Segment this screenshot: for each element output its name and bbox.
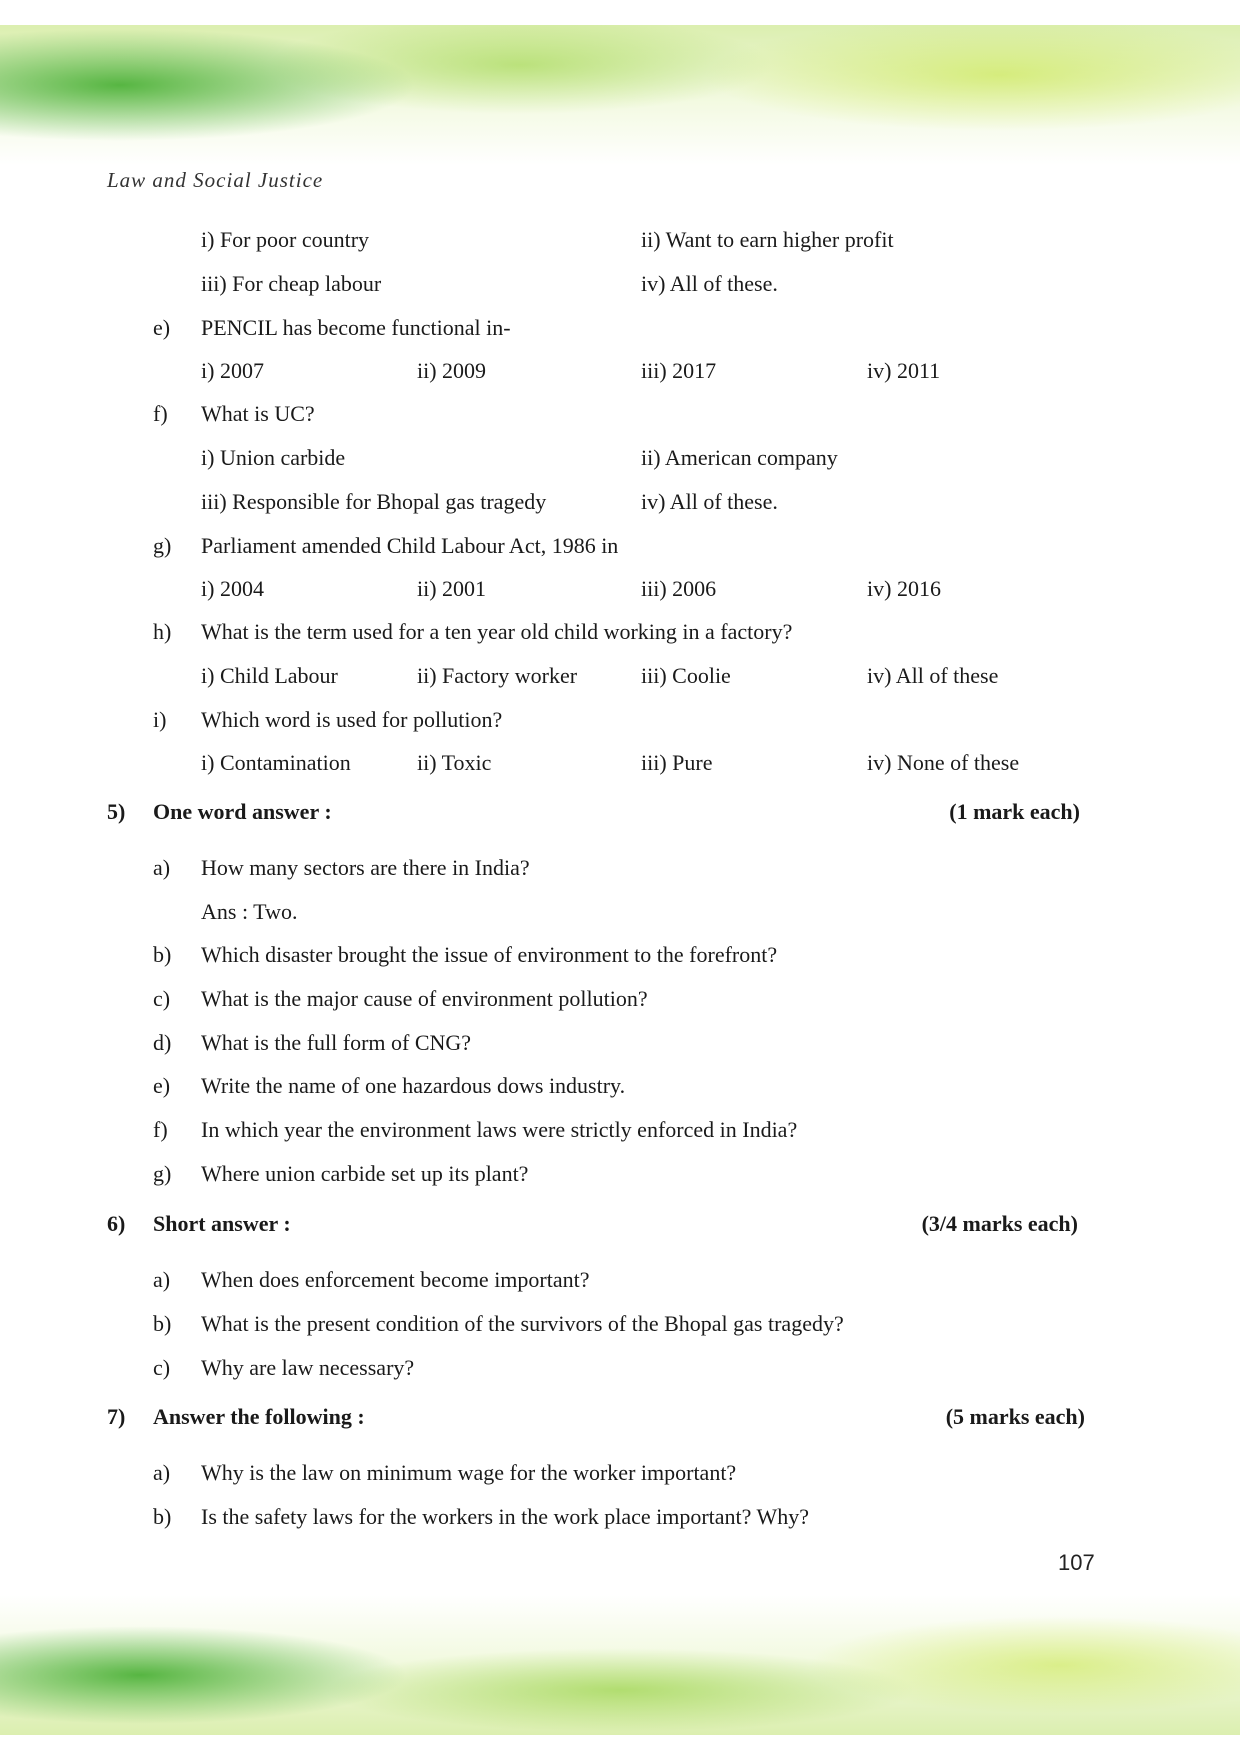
running-header: Law and Social Justice (107, 168, 324, 192)
question-text: Which word is used for pollution? (201, 707, 503, 732)
section-heading (0, 1209, 1240, 1239)
question-letter: f) (153, 401, 168, 426)
mcq-option-row (0, 487, 1240, 517)
mcq-option-row (0, 574, 1240, 604)
mcq-option-row (0, 225, 1240, 255)
question-letter: b) (153, 1504, 172, 1529)
question-text: Why is the law on minimum wage for the worker important? (201, 1460, 737, 1485)
option: iv) None of these (867, 750, 1020, 775)
question-row (0, 1458, 1240, 1488)
mcq-option-row (0, 748, 1240, 778)
mcq-option-row (0, 269, 1240, 299)
section-title: Short answer : (153, 1211, 291, 1236)
option: iii) Coolie (641, 663, 731, 688)
question-letter: d) (153, 1030, 172, 1055)
question-text: How many sectors are there in India? (201, 855, 530, 880)
page-number: 107 (1058, 1550, 1095, 1575)
question-text: Write the name of one hazardous dows industry. (201, 1073, 626, 1098)
option: i) 2007 (201, 358, 264, 383)
question-letter: a) (153, 855, 171, 880)
section-heading (0, 1402, 1240, 1432)
option: iv) All of these. (641, 271, 778, 296)
question-letter: g) (153, 1161, 172, 1186)
mcq-question (0, 313, 1240, 343)
question-text: Is the safety laws for the workers in the work place important? Why? (201, 1504, 810, 1529)
mcq-question (0, 399, 1240, 429)
option: i) For poor country (201, 227, 370, 252)
option: iv) 2011 (867, 358, 941, 383)
question-text: What is the full form of CNG? (201, 1030, 472, 1055)
question-text: What is the present condition of the survivors of the Bhopal gas tragedy? (201, 1311, 844, 1336)
question-letter: h) (153, 619, 172, 644)
question-text: What is the term used for a ten year old child working in a factory? (201, 619, 793, 644)
question-row (0, 984, 1240, 1014)
question-row (0, 1265, 1240, 1295)
question-text: When does enforcement become important? (201, 1267, 590, 1292)
section-number: 7) (107, 1404, 126, 1429)
question-row (0, 1353, 1240, 1383)
option: iii) 2006 (641, 576, 717, 601)
question-letter: f) (153, 1117, 168, 1142)
mcq-option-row (0, 661, 1240, 691)
question-letter: c) (153, 986, 171, 1011)
section-number: 5) (107, 799, 126, 824)
option: iii) Responsible for Bhopal gas tragedy (201, 489, 547, 514)
question-text: Which disaster brought the issue of environment to the forefront? (201, 942, 778, 967)
question-text: PENCIL has become functional in- (201, 315, 511, 340)
option: i) Contamination (201, 750, 351, 775)
question-text: Where union carbide set up its plant? (201, 1161, 529, 1186)
question-text: What is the major cause of environment pollution? (201, 986, 648, 1011)
option: iv) All of these (867, 663, 999, 688)
question-letter: g) (153, 533, 172, 558)
section-number: 6) (107, 1211, 126, 1236)
answer-text: Ans : Two. (201, 899, 298, 924)
question-text: Why are law necessary? (201, 1355, 415, 1380)
option: iv) All of these. (641, 489, 778, 514)
section-title: Answer the following : (153, 1404, 365, 1429)
question-letter: a) (153, 1267, 171, 1292)
option: iii) Pure (641, 750, 713, 775)
option: i) Union carbide (201, 445, 346, 470)
question-letter: e) (153, 1073, 171, 1098)
mcq-question (0, 705, 1240, 735)
option: iv) 2016 (867, 576, 941, 601)
answer-row (0, 897, 1240, 927)
option: i) 2004 (201, 576, 264, 601)
question-letter: i) (153, 707, 167, 732)
option: ii) American company (641, 445, 838, 470)
option: ii) Want to earn higher profit (641, 227, 894, 252)
question-letter: c) (153, 1355, 171, 1380)
section-heading (0, 797, 1240, 827)
option: ii) Toxic (417, 750, 492, 775)
question-letter: b) (153, 942, 172, 967)
question-row (0, 940, 1240, 970)
section-title: One word answer : (153, 799, 332, 824)
option: ii) 2001 (417, 576, 487, 601)
section-marks: (1 mark each) (949, 799, 1080, 824)
question-letter: b) (153, 1311, 172, 1336)
option: iii) For cheap labour (201, 271, 382, 296)
section-marks: (5 marks each) (945, 1404, 1085, 1429)
mcq-question (0, 531, 1240, 561)
question-text: In which year the environment laws were strictly enforced in India? (201, 1117, 798, 1142)
question-letter: a) (153, 1460, 171, 1485)
question-text: Parliament amended Child Labour Act, 1986 in (201, 533, 619, 558)
question-row (0, 1309, 1240, 1339)
option: iii) 2017 (641, 358, 717, 383)
question-row (0, 1502, 1240, 1532)
question-text: What is UC? (201, 401, 315, 426)
question-row (0, 853, 1240, 883)
question-letter: e) (153, 315, 171, 340)
question-row (0, 1028, 1240, 1058)
mcq-option-row (0, 356, 1240, 386)
section-marks: (3/4 marks each) (921, 1211, 1078, 1236)
question-row (0, 1071, 1240, 1101)
option: i) Child Labour (201, 663, 338, 688)
question-row (0, 1115, 1240, 1145)
option: ii) 2009 (417, 358, 487, 383)
mcq-question (0, 617, 1240, 647)
question-row (0, 1159, 1240, 1189)
mcq-option-row (0, 443, 1240, 473)
option: ii) Factory worker (417, 663, 578, 688)
